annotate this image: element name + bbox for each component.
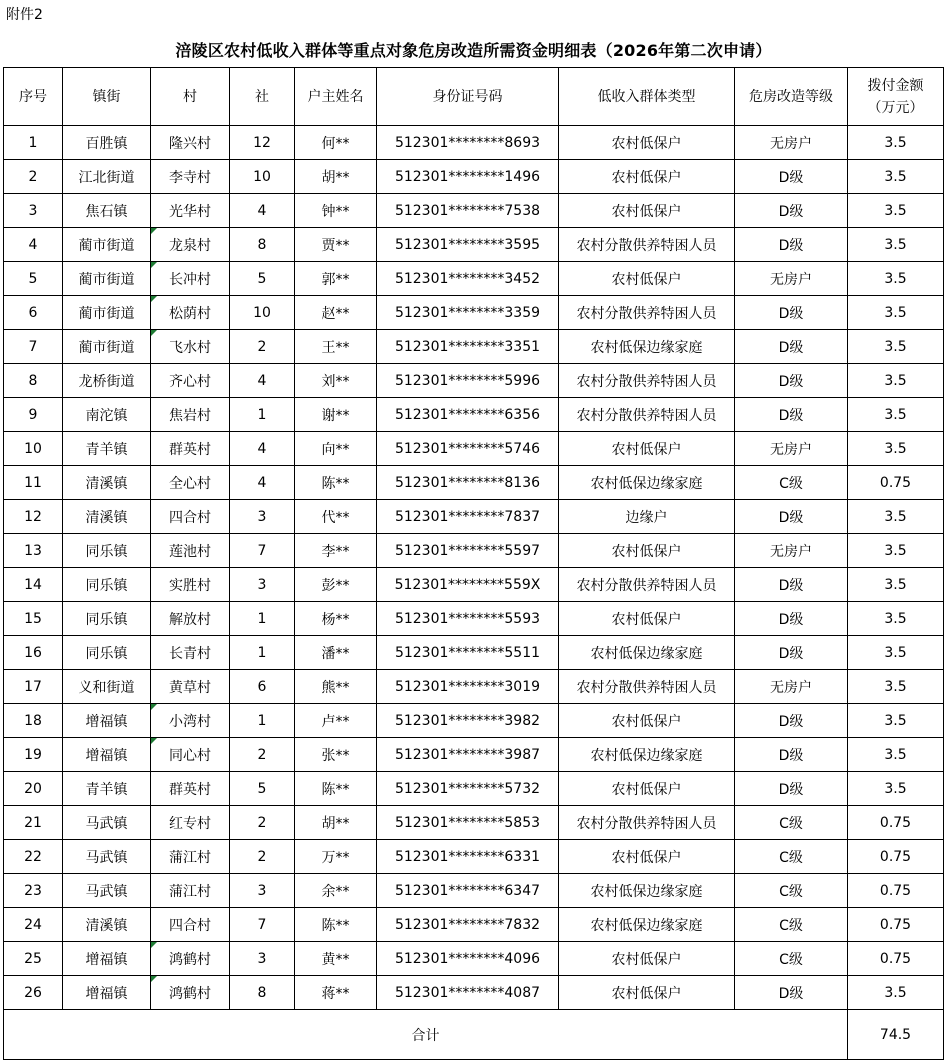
table-row <box>4 364 944 398</box>
table-row <box>4 330 944 364</box>
cell-no: 22 <box>4 840 63 874</box>
cell-id-number: 512301********8136 <box>377 466 559 500</box>
cell-village: 松荫村 <box>151 296 230 330</box>
cell-she: 5 <box>230 262 295 296</box>
cell-amount: 3.5 <box>848 330 944 364</box>
cell-town: 同乐镇 <box>63 568 151 602</box>
cell-income-type: 农村低保边缘家庭 <box>559 874 735 908</box>
cell-she: 8 <box>230 976 295 1010</box>
table-header-row <box>4 68 944 126</box>
cell-village: 解放村 <box>151 602 230 636</box>
table-row <box>4 942 944 976</box>
table-row <box>4 126 944 160</box>
cell-village: 同心村 <box>151 738 230 772</box>
header-no: 序号 <box>4 68 63 126</box>
cell-no: 8 <box>4 364 63 398</box>
cell-income-type: 农村低保户 <box>559 432 735 466</box>
cell-no: 5 <box>4 262 63 296</box>
cell-town: 蔺市街道 <box>63 262 151 296</box>
cell-income-type: 农村低保户 <box>559 534 735 568</box>
table-row <box>4 534 944 568</box>
cell-village: 小湾村 <box>151 704 230 738</box>
cell-id-number: 512301********7538 <box>377 194 559 228</box>
cell-town: 增福镇 <box>63 738 151 772</box>
cell-id-number: 512301********3019 <box>377 670 559 704</box>
cell-amount: 0.75 <box>848 840 944 874</box>
cell-renovation-level: D级 <box>735 296 848 330</box>
annex-label: 附件2 <box>6 7 43 23</box>
cell-head-name: 何** <box>295 126 377 160</box>
table-row <box>4 160 944 194</box>
cell-no: 21 <box>4 806 63 840</box>
header-income-type: 低收入群体类型 <box>559 68 735 126</box>
cell-she: 8 <box>230 228 295 262</box>
header-head-name: 户主姓名 <box>295 68 377 126</box>
cell-town: 同乐镇 <box>63 636 151 670</box>
cell-no: 23 <box>4 874 63 908</box>
cell-she: 4 <box>230 364 295 398</box>
header-amount-line1: 拨付金额 <box>867 77 924 94</box>
cell-no: 6 <box>4 296 63 330</box>
cell-income-type: 农村低保户 <box>559 126 735 160</box>
cell-head-name: 潘** <box>295 636 377 670</box>
cell-village: 莲池村 <box>151 534 230 568</box>
cell-id-number: 512301********5597 <box>377 534 559 568</box>
cell-head-name: 胡** <box>295 806 377 840</box>
cell-town: 增福镇 <box>63 704 151 738</box>
cell-income-type: 农村分散供养特困人员 <box>559 296 735 330</box>
cell-renovation-level: C级 <box>735 840 848 874</box>
cell-amount: 3.5 <box>848 602 944 636</box>
table-row <box>4 806 944 840</box>
cell-renovation-level: 无房户 <box>735 534 848 568</box>
table-row <box>4 908 944 942</box>
cell-no: 11 <box>4 466 63 500</box>
cell-renovation-level: D级 <box>735 568 848 602</box>
cell-amount: 3.5 <box>848 398 944 432</box>
cell-renovation-level: D级 <box>735 330 848 364</box>
cell-she: 10 <box>230 296 295 330</box>
cell-she: 2 <box>230 806 295 840</box>
cell-income-type: 农村分散供养特困人员 <box>559 568 735 602</box>
cell-renovation-level: C级 <box>735 466 848 500</box>
cell-head-name: 陈** <box>295 466 377 500</box>
cell-town: 蔺市街道 <box>63 296 151 330</box>
cell-village: 飞水村 <box>151 330 230 364</box>
cell-village: 蒲江村 <box>151 840 230 874</box>
cell-head-name: 赵** <box>295 296 377 330</box>
cell-head-name: 郭** <box>295 262 377 296</box>
cell-amount: 3.5 <box>848 636 944 670</box>
cell-village: 实胜村 <box>151 568 230 602</box>
header-she: 社 <box>230 68 295 126</box>
cell-village: 四合村 <box>151 500 230 534</box>
cell-head-name: 陈** <box>295 908 377 942</box>
cell-renovation-level: D级 <box>735 636 848 670</box>
cell-village: 四合村 <box>151 908 230 942</box>
cell-no: 19 <box>4 738 63 772</box>
funding-table <box>3 67 944 1060</box>
cell-amount: 3.5 <box>848 976 944 1010</box>
cell-renovation-level: D级 <box>735 602 848 636</box>
table-row <box>4 602 944 636</box>
cell-she: 7 <box>230 908 295 942</box>
cell-id-number: 512301********5996 <box>377 364 559 398</box>
cell-amount: 0.75 <box>848 466 944 500</box>
cell-income-type: 农村低保户 <box>559 976 735 1010</box>
cell-amount: 3.5 <box>848 772 944 806</box>
cell-no: 26 <box>4 976 63 1010</box>
cell-income-type: 农村分散供养特困人员 <box>559 228 735 262</box>
cell-she: 1 <box>230 398 295 432</box>
cell-no: 18 <box>4 704 63 738</box>
cell-id-number: 512301********1496 <box>377 160 559 194</box>
cell-she: 4 <box>230 432 295 466</box>
cell-town: 江北街道 <box>63 160 151 194</box>
cell-id-number: 512301********5593 <box>377 602 559 636</box>
cell-renovation-level: 无房户 <box>735 432 848 466</box>
cell-town: 龙桥街道 <box>63 364 151 398</box>
cell-head-name: 熊** <box>295 670 377 704</box>
table-row <box>4 670 944 704</box>
cell-renovation-level: D级 <box>735 194 848 228</box>
cell-she: 2 <box>230 330 295 364</box>
cell-amount: 3.5 <box>848 534 944 568</box>
cell-head-name: 万** <box>295 840 377 874</box>
cell-renovation-level: 无房户 <box>735 262 848 296</box>
cell-head-name: 陈** <box>295 772 377 806</box>
cell-id-number: 512301********5746 <box>377 432 559 466</box>
cell-amount: 3.5 <box>848 364 944 398</box>
cell-head-name: 李** <box>295 534 377 568</box>
cell-amount: 3.5 <box>848 500 944 534</box>
cell-income-type: 农村低保户 <box>559 602 735 636</box>
cell-head-name: 代** <box>295 500 377 534</box>
cell-head-name: 彭** <box>295 568 377 602</box>
cell-head-name: 向** <box>295 432 377 466</box>
cell-town: 青羊镇 <box>63 772 151 806</box>
cell-id-number: 512301********3595 <box>377 228 559 262</box>
cell-no: 4 <box>4 228 63 262</box>
cell-amount: 3.5 <box>848 126 944 160</box>
header-id-number: 身份证号码 <box>377 68 559 126</box>
cell-she: 10 <box>230 160 295 194</box>
cell-renovation-level: D级 <box>735 160 848 194</box>
cell-income-type: 农村低保户 <box>559 840 735 874</box>
cell-town: 马武镇 <box>63 806 151 840</box>
cell-amount: 3.5 <box>848 228 944 262</box>
cell-id-number: 512301********3987 <box>377 738 559 772</box>
cell-renovation-level: D级 <box>735 772 848 806</box>
cell-income-type: 农村分散供养特困人员 <box>559 670 735 704</box>
cell-id-number: 512301********6356 <box>377 398 559 432</box>
cell-she: 1 <box>230 636 295 670</box>
cell-village: 黄草村 <box>151 670 230 704</box>
cell-head-name: 卢** <box>295 704 377 738</box>
cell-id-number: 512301********3351 <box>377 330 559 364</box>
cell-no: 15 <box>4 602 63 636</box>
cell-income-type: 农村低保边缘家庭 <box>559 636 735 670</box>
cell-town: 清溪镇 <box>63 466 151 500</box>
cell-id-number: 512301********5732 <box>377 772 559 806</box>
table-row <box>4 976 944 1010</box>
cell-village: 蒲江村 <box>151 874 230 908</box>
table-row <box>4 704 944 738</box>
cell-village: 光华村 <box>151 194 230 228</box>
cell-town: 百胜镇 <box>63 126 151 160</box>
cell-id-number: 512301********3359 <box>377 296 559 330</box>
cell-id-number: 512301********6331 <box>377 840 559 874</box>
table-row <box>4 228 944 262</box>
cell-renovation-level: D级 <box>735 364 848 398</box>
cell-income-type: 农村分散供养特困人员 <box>559 398 735 432</box>
cell-no: 14 <box>4 568 63 602</box>
cell-she: 2 <box>230 840 295 874</box>
cell-renovation-level: C级 <box>735 874 848 908</box>
cell-village: 群英村 <box>151 432 230 466</box>
cell-id-number: 512301********3982 <box>377 704 559 738</box>
table-row <box>4 636 944 670</box>
table-row <box>4 398 944 432</box>
cell-id-number: 512301********6347 <box>377 874 559 908</box>
cell-no: 16 <box>4 636 63 670</box>
cell-head-name: 黄** <box>295 942 377 976</box>
cell-head-name: 谢** <box>295 398 377 432</box>
cell-head-name: 刘** <box>295 364 377 398</box>
cell-town: 义和街道 <box>63 670 151 704</box>
cell-id-number: 512301********7832 <box>377 908 559 942</box>
table-row <box>4 840 944 874</box>
cell-town: 增福镇 <box>63 976 151 1010</box>
cell-she: 5 <box>230 772 295 806</box>
cell-she: 3 <box>230 500 295 534</box>
table-row <box>4 772 944 806</box>
table-row <box>4 874 944 908</box>
cell-she: 3 <box>230 942 295 976</box>
table-row <box>4 194 944 228</box>
cell-no: 7 <box>4 330 63 364</box>
cell-no: 9 <box>4 398 63 432</box>
cell-id-number: 512301********4096 <box>377 942 559 976</box>
cell-id-number: 512301********3452 <box>377 262 559 296</box>
cell-income-type: 农村低保边缘家庭 <box>559 330 735 364</box>
cell-no: 2 <box>4 160 63 194</box>
cell-income-type: 农村低保边缘家庭 <box>559 908 735 942</box>
header-village: 村 <box>151 68 230 126</box>
cell-amount: 3.5 <box>848 670 944 704</box>
cell-town: 南沱镇 <box>63 398 151 432</box>
cell-income-type: 农村分散供养特困人员 <box>559 364 735 398</box>
cell-renovation-level: 无房户 <box>735 670 848 704</box>
cell-no: 25 <box>4 942 63 976</box>
cell-she: 1 <box>230 602 295 636</box>
cell-village: 焦岩村 <box>151 398 230 432</box>
cell-id-number: 512301********7837 <box>377 500 559 534</box>
cell-no: 24 <box>4 908 63 942</box>
cell-renovation-level: 无房户 <box>735 126 848 160</box>
cell-renovation-level: C级 <box>735 908 848 942</box>
cell-amount: 0.75 <box>848 942 944 976</box>
cell-village: 李寺村 <box>151 160 230 194</box>
cell-she: 3 <box>230 568 295 602</box>
total-row <box>4 1010 944 1060</box>
cell-town: 清溪镇 <box>63 500 151 534</box>
cell-town: 焦石镇 <box>63 194 151 228</box>
header-renovation-level: 危房改造等级 <box>735 68 848 126</box>
cell-head-name: 杨** <box>295 602 377 636</box>
header-amount-line2: （万元） <box>867 99 924 116</box>
cell-she: 1 <box>230 704 295 738</box>
cell-town: 青羊镇 <box>63 432 151 466</box>
cell-amount: 3.5 <box>848 262 944 296</box>
cell-no: 3 <box>4 194 63 228</box>
cell-no: 12 <box>4 500 63 534</box>
cell-town: 同乐镇 <box>63 534 151 568</box>
page-title: 涪陵区农村低收入群体等重点对象危房改造所需资金明细表（2026年第二次申请） <box>175 41 772 60</box>
cell-renovation-level: D级 <box>735 976 848 1010</box>
cell-head-name: 王** <box>295 330 377 364</box>
header-amount <box>848 68 944 126</box>
cell-she: 3 <box>230 874 295 908</box>
cell-head-name: 张** <box>295 738 377 772</box>
table-row <box>4 738 944 772</box>
cell-id-number: 512301********5511 <box>377 636 559 670</box>
cell-amount: 3.5 <box>848 194 944 228</box>
cell-town: 马武镇 <box>63 874 151 908</box>
cell-renovation-level: D级 <box>735 228 848 262</box>
cell-village: 群英村 <box>151 772 230 806</box>
cell-she: 12 <box>230 126 295 160</box>
cell-renovation-level: D级 <box>735 398 848 432</box>
total-amount: 74.5 <box>848 1010 944 1060</box>
table-row <box>4 466 944 500</box>
cell-id-number: 512301********8693 <box>377 126 559 160</box>
cell-income-type: 边缘户 <box>559 500 735 534</box>
cell-income-type: 农村低保户 <box>559 194 735 228</box>
cell-amount: 3.5 <box>848 568 944 602</box>
cell-head-name: 胡** <box>295 160 377 194</box>
total-label: 合计 <box>4 1010 848 1060</box>
cell-village: 鸿鹤村 <box>151 942 230 976</box>
cell-village: 齐心村 <box>151 364 230 398</box>
cell-renovation-level: D级 <box>735 738 848 772</box>
table-row <box>4 568 944 602</box>
cell-id-number: 512301********559X <box>377 568 559 602</box>
cell-town: 蔺市街道 <box>63 330 151 364</box>
cell-income-type: 农村低保户 <box>559 772 735 806</box>
header-town: 镇街 <box>63 68 151 126</box>
cell-no: 10 <box>4 432 63 466</box>
cell-id-number: 512301********5853 <box>377 806 559 840</box>
cell-amount: 0.75 <box>848 874 944 908</box>
cell-she: 6 <box>230 670 295 704</box>
cell-no: 1 <box>4 126 63 160</box>
cell-head-name: 钟** <box>295 194 377 228</box>
cell-income-type: 农村低保户 <box>559 704 735 738</box>
cell-village: 长青村 <box>151 636 230 670</box>
cell-amount: 3.5 <box>848 738 944 772</box>
cell-head-name: 蒋** <box>295 976 377 1010</box>
cell-she: 4 <box>230 466 295 500</box>
cell-no: 20 <box>4 772 63 806</box>
cell-id-number: 512301********4087 <box>377 976 559 1010</box>
cell-income-type: 农村低保户 <box>559 262 735 296</box>
cell-town: 同乐镇 <box>63 602 151 636</box>
cell-village: 龙泉村 <box>151 228 230 262</box>
cell-town: 增福镇 <box>63 942 151 976</box>
table-row <box>4 296 944 330</box>
cell-renovation-level: D级 <box>735 500 848 534</box>
cell-she: 2 <box>230 738 295 772</box>
cell-amount: 3.5 <box>848 296 944 330</box>
cell-renovation-level: C级 <box>735 942 848 976</box>
cell-town: 马武镇 <box>63 840 151 874</box>
cell-income-type: 农村低保户 <box>559 942 735 976</box>
cell-head-name: 余** <box>295 874 377 908</box>
table-row <box>4 262 944 296</box>
cell-town: 清溪镇 <box>63 908 151 942</box>
cell-she: 4 <box>230 194 295 228</box>
cell-village: 隆兴村 <box>151 126 230 160</box>
cell-she: 7 <box>230 534 295 568</box>
cell-village: 鸿鹤村 <box>151 976 230 1010</box>
cell-no: 13 <box>4 534 63 568</box>
cell-village: 长冲村 <box>151 262 230 296</box>
cell-town: 蔺市街道 <box>63 228 151 262</box>
cell-head-name: 贾** <box>295 228 377 262</box>
cell-income-type: 农村低保户 <box>559 160 735 194</box>
cell-village: 全心村 <box>151 466 230 500</box>
cell-no: 17 <box>4 670 63 704</box>
cell-amount: 0.75 <box>848 806 944 840</box>
cell-amount: 3.5 <box>848 432 944 466</box>
table-row <box>4 432 944 466</box>
table-row <box>4 500 944 534</box>
cell-amount: 3.5 <box>848 160 944 194</box>
cell-income-type: 农村低保边缘家庭 <box>559 466 735 500</box>
cell-amount: 0.75 <box>848 908 944 942</box>
cell-renovation-level: C级 <box>735 806 848 840</box>
cell-income-type: 农村分散供养特困人员 <box>559 806 735 840</box>
cell-amount: 3.5 <box>848 704 944 738</box>
cell-renovation-level: D级 <box>735 704 848 738</box>
cell-village: 红专村 <box>151 806 230 840</box>
cell-income-type: 农村低保边缘家庭 <box>559 738 735 772</box>
